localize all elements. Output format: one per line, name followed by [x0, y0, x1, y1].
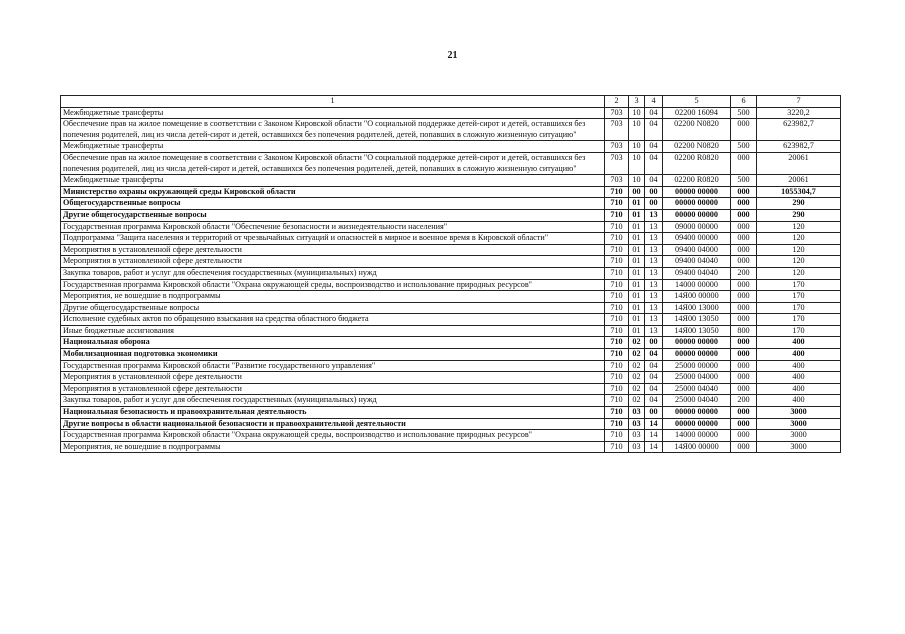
row-name-cell: Государственная программа Кировской области "Развитие государственного управления" — [61, 360, 605, 372]
row-section-cell: 01 — [629, 291, 645, 303]
table-row — [61, 119, 841, 141]
row-target-article-cell: 00000 00000 — [663, 198, 731, 210]
row-expense-type-cell: 000 — [731, 337, 757, 349]
row-amount-cell: 400 — [757, 383, 841, 395]
row-expense-type-cell: 000 — [731, 349, 757, 361]
row-subsection-cell: 04 — [645, 372, 663, 384]
row-name-cell: Мероприятия в установленной сфере деятельности — [61, 244, 605, 256]
row-grbs-cell: 710 — [605, 186, 629, 198]
row-amount-cell: 623982,7 — [757, 141, 841, 153]
row-amount-cell: 290 — [757, 209, 841, 221]
row-name-cell: Обеспечение прав на жилое помещение в соответствии с Законом Кировской области "О социальной поддержке детей-сирот и детей, оставшихся без попечения родителей, лиц из числа детей-сирот и детей, оставшихся без попечения родителей, детей, попавших в сложную жизненную ситуацию" — [61, 152, 605, 174]
header-col-6: 6 — [731, 96, 757, 108]
row-subsection-cell: 00 — [645, 198, 663, 210]
row-expense-type-cell: 200 — [731, 395, 757, 407]
row-grbs-cell: 710 — [605, 349, 629, 361]
row-section-cell: 01 — [629, 302, 645, 314]
row-subsection-cell: 04 — [645, 175, 663, 187]
row-subsection-cell: 13 — [645, 267, 663, 279]
row-grbs-cell: 710 — [605, 221, 629, 233]
row-amount-cell: 120 — [757, 233, 841, 245]
row-grbs-cell: 710 — [605, 302, 629, 314]
row-grbs-cell: 710 — [605, 407, 629, 419]
table-row — [61, 175, 841, 187]
row-subsection-cell: 04 — [645, 349, 663, 361]
table-row — [61, 372, 841, 384]
row-subsection-cell: 04 — [645, 107, 663, 119]
table-row — [61, 349, 841, 361]
row-amount-cell: 290 — [757, 198, 841, 210]
row-section-cell: 03 — [629, 430, 645, 442]
row-grbs-cell: 710 — [605, 256, 629, 268]
row-subsection-cell: 04 — [645, 141, 663, 153]
row-name-cell: Другие общегосударственные вопросы — [61, 209, 605, 221]
row-name-cell: Закупка товаров, работ и услуг для обеспечения государственных (муниципальных) нужд — [61, 395, 605, 407]
row-expense-type-cell: 000 — [731, 407, 757, 419]
row-expense-type-cell: 000 — [731, 209, 757, 221]
row-section-cell: 01 — [629, 244, 645, 256]
row-expense-type-cell: 500 — [731, 141, 757, 153]
table-row — [61, 141, 841, 153]
row-name-cell: Межбюджетные трансферты — [61, 141, 605, 153]
table-row — [61, 233, 841, 245]
header-col-4: 4 — [645, 96, 663, 108]
row-subsection-cell: 13 — [645, 244, 663, 256]
row-target-article-cell: 00000 00000 — [663, 186, 731, 198]
table-row — [61, 152, 841, 174]
row-name-cell: Обеспечение прав на жилое помещение в соответствии с Законом Кировской области "О социальной поддержке детей-сирот и детей, оставшихся без попечения родителей, лиц из числа детей-сирот и детей, оставшихся без попечения родителей, детей, попавших в сложную жизненную ситуацию" — [61, 119, 605, 141]
row-subsection-cell: 13 — [645, 233, 663, 245]
row-name-cell: Мероприятия в установленной сфере деятельности — [61, 372, 605, 384]
row-target-article-cell: 14000 00000 — [663, 430, 731, 442]
row-target-article-cell: 14Я00 13000 — [663, 302, 731, 314]
row-expense-type-cell: 000 — [731, 314, 757, 326]
row-subsection-cell: 13 — [645, 209, 663, 221]
row-section-cell: 01 — [629, 198, 645, 210]
row-section-cell: 02 — [629, 395, 645, 407]
table-row — [61, 302, 841, 314]
row-amount-cell: 170 — [757, 302, 841, 314]
row-amount-cell: 120 — [757, 244, 841, 256]
row-expense-type-cell: 000 — [731, 152, 757, 174]
row-subsection-cell: 00 — [645, 186, 663, 198]
row-expense-type-cell: 000 — [731, 244, 757, 256]
row-grbs-cell: 710 — [605, 325, 629, 337]
row-grbs-cell: 710 — [605, 418, 629, 430]
row-expense-type-cell: 000 — [731, 221, 757, 233]
row-name-cell: Мероприятия в установленной сфере деятельности — [61, 383, 605, 395]
row-amount-cell: 120 — [757, 221, 841, 233]
row-target-article-cell: 02200 N0820 — [663, 141, 731, 153]
row-name-cell: Мероприятия, не вошедшие в подпрограммы — [61, 441, 605, 453]
table-row — [61, 314, 841, 326]
row-subsection-cell: 00 — [645, 337, 663, 349]
row-subsection-cell: 04 — [645, 383, 663, 395]
row-expense-type-cell: 500 — [731, 107, 757, 119]
row-amount-cell: 120 — [757, 267, 841, 279]
row-target-article-cell: 14Я00 00000 — [663, 441, 731, 453]
row-grbs-cell: 710 — [605, 430, 629, 442]
row-amount-cell: 3000 — [757, 407, 841, 419]
row-expense-type-cell: 000 — [731, 233, 757, 245]
row-section-cell: 01 — [629, 267, 645, 279]
row-subsection-cell: 14 — [645, 418, 663, 430]
row-grbs-cell: 710 — [605, 198, 629, 210]
row-target-article-cell: 00000 00000 — [663, 418, 731, 430]
row-grbs-cell: 710 — [605, 233, 629, 245]
row-target-article-cell: 02200 R0820 — [663, 175, 731, 187]
row-section-cell: 02 — [629, 383, 645, 395]
row-expense-type-cell: 000 — [731, 119, 757, 141]
row-grbs-cell: 710 — [605, 209, 629, 221]
row-section-cell: 01 — [629, 314, 645, 326]
row-expense-type-cell: 200 — [731, 267, 757, 279]
row-name-cell: Другие вопросы в области национальной безопасности и правоохранительной деятельности — [61, 418, 605, 430]
row-subsection-cell: 13 — [645, 256, 663, 268]
row-subsection-cell: 13 — [645, 325, 663, 337]
row-target-article-cell: 09400 04000 — [663, 244, 731, 256]
row-name-cell: Общегосударственные вопросы — [61, 198, 605, 210]
row-section-cell: 02 — [629, 337, 645, 349]
row-target-article-cell: 25000 00000 — [663, 360, 731, 372]
row-expense-type-cell: 000 — [731, 418, 757, 430]
header-col-2: 2 — [605, 96, 629, 108]
row-expense-type-cell: 000 — [731, 186, 757, 198]
row-amount-cell: 170 — [757, 314, 841, 326]
row-amount-cell: 400 — [757, 372, 841, 384]
table-row — [61, 407, 841, 419]
row-target-article-cell: 02200 R0820 — [663, 152, 731, 174]
row-name-cell: Мероприятия, не вошедшие в подпрограммы — [61, 291, 605, 303]
row-grbs-cell: 710 — [605, 337, 629, 349]
row-section-cell: 02 — [629, 372, 645, 384]
row-subsection-cell: 14 — [645, 441, 663, 453]
row-expense-type-cell: 000 — [731, 430, 757, 442]
row-amount-cell: 623982,7 — [757, 119, 841, 141]
row-name-cell: Межбюджетные трансферты — [61, 175, 605, 187]
row-expense-type-cell: 800 — [731, 325, 757, 337]
row-grbs-cell: 710 — [605, 291, 629, 303]
row-amount-cell: 20061 — [757, 152, 841, 174]
row-subsection-cell: 04 — [645, 119, 663, 141]
row-grbs-cell: 710 — [605, 360, 629, 372]
row-target-article-cell: 02200 16094 — [663, 107, 731, 119]
row-grbs-cell: 703 — [605, 175, 629, 187]
row-expense-type-cell: 000 — [731, 256, 757, 268]
row-section-cell: 01 — [629, 279, 645, 291]
row-amount-cell: 20061 — [757, 175, 841, 187]
row-subsection-cell: 13 — [645, 291, 663, 303]
table-row — [61, 337, 841, 349]
row-name-cell: Государственная программа Кировской области "Охрана окружающей среды, воспроизводство и использование природных ресурсов" — [61, 279, 605, 291]
budget-table — [60, 95, 841, 453]
row-target-article-cell: 00000 00000 — [663, 349, 731, 361]
table-row — [61, 291, 841, 303]
row-name-cell: Мобилизационная подготовка экономики — [61, 349, 605, 361]
page-number: 21 — [447, 50, 458, 61]
row-subsection-cell: 04 — [645, 152, 663, 174]
table-row — [61, 360, 841, 372]
table-row — [61, 221, 841, 233]
row-section-cell: 01 — [629, 233, 645, 245]
row-section-cell: 10 — [629, 119, 645, 141]
row-target-article-cell: 09400 04040 — [663, 267, 731, 279]
row-target-article-cell: 14000 00000 — [663, 279, 731, 291]
row-expense-type-cell: 000 — [731, 291, 757, 303]
table-body — [61, 107, 841, 453]
row-subsection-cell: 14 — [645, 430, 663, 442]
row-section-cell: 03 — [629, 407, 645, 419]
row-name-cell: Подпрограмма "Защита населения и территорий от чрезвычайных ситуаций и опасностей в мирное и военное время в Кировской области" — [61, 233, 605, 245]
row-target-article-cell: 09000 00000 — [663, 221, 731, 233]
row-expense-type-cell: 000 — [731, 383, 757, 395]
row-amount-cell: 1055304,7 — [757, 186, 841, 198]
row-section-cell: 10 — [629, 141, 645, 153]
row-name-cell: Иные бюджетные ассигнования — [61, 325, 605, 337]
row-expense-type-cell: 500 — [731, 175, 757, 187]
row-subsection-cell: 13 — [645, 221, 663, 233]
row-amount-cell: 3000 — [757, 441, 841, 453]
header-col-5: 5 — [663, 96, 731, 108]
row-target-article-cell: 09400 04040 — [663, 256, 731, 268]
row-target-article-cell: 00000 00000 — [663, 209, 731, 221]
row-expense-type-cell: 000 — [731, 302, 757, 314]
row-name-cell: Межбюджетные трансферты — [61, 107, 605, 119]
row-name-cell: Национальная оборона — [61, 337, 605, 349]
table-row — [61, 256, 841, 268]
row-target-article-cell: 25000 04000 — [663, 372, 731, 384]
row-section-cell: 10 — [629, 175, 645, 187]
row-grbs-cell: 710 — [605, 314, 629, 326]
row-amount-cell: 400 — [757, 360, 841, 372]
row-subsection-cell: 04 — [645, 395, 663, 407]
row-amount-cell: 400 — [757, 395, 841, 407]
table-row — [61, 107, 841, 119]
row-target-article-cell: 14Я00 13050 — [663, 325, 731, 337]
table-row — [61, 244, 841, 256]
table-row — [61, 430, 841, 442]
row-name-cell: Национальная безопасность и правоохранительная деятельность — [61, 407, 605, 419]
row-target-article-cell: 14Я00 13050 — [663, 314, 731, 326]
row-section-cell: 10 — [629, 152, 645, 174]
table-row — [61, 186, 841, 198]
row-amount-cell: 170 — [757, 291, 841, 303]
row-target-article-cell: 14Я00 00000 — [663, 291, 731, 303]
header-col-3: 3 — [629, 96, 645, 108]
row-target-article-cell: 00000 00000 — [663, 407, 731, 419]
table-row — [61, 395, 841, 407]
table-row — [61, 279, 841, 291]
row-name-cell: Другие общегосударственные вопросы — [61, 302, 605, 314]
row-expense-type-cell: 000 — [731, 279, 757, 291]
row-grbs-cell: 710 — [605, 383, 629, 395]
row-section-cell: 10 — [629, 107, 645, 119]
row-amount-cell: 400 — [757, 349, 841, 361]
row-target-article-cell: 02200 N0820 — [663, 119, 731, 141]
row-name-cell: Государственная программа Кировской области "Обеспечение безопасности и жизнедеятельности населения" — [61, 221, 605, 233]
row-subsection-cell: 04 — [645, 360, 663, 372]
row-grbs-cell: 703 — [605, 119, 629, 141]
row-section-cell: 01 — [629, 221, 645, 233]
row-target-article-cell: 09400 00000 — [663, 233, 731, 245]
table-header-row — [61, 96, 841, 108]
row-expense-type-cell: 000 — [731, 198, 757, 210]
row-grbs-cell: 703 — [605, 141, 629, 153]
table-row — [61, 325, 841, 337]
row-grbs-cell: 703 — [605, 107, 629, 119]
table-row — [61, 418, 841, 430]
row-grbs-cell: 710 — [605, 267, 629, 279]
table-row — [61, 441, 841, 453]
row-target-article-cell: 00000 00000 — [663, 337, 731, 349]
row-amount-cell: 170 — [757, 279, 841, 291]
row-target-article-cell: 25000 04040 — [663, 395, 731, 407]
row-name-cell: Исполнение судебных актов по обращению взыскания на средства областного бюджета — [61, 314, 605, 326]
row-expense-type-cell: 000 — [731, 372, 757, 384]
row-grbs-cell: 710 — [605, 395, 629, 407]
row-expense-type-cell: 000 — [731, 441, 757, 453]
row-name-cell: Государственная программа Кировской области "Охрана окружающей среды, воспроизводство и использование природных ресурсов" — [61, 430, 605, 442]
row-grbs-cell: 710 — [605, 441, 629, 453]
row-name-cell: Министерство охраны окружающей среды Кировской области — [61, 186, 605, 198]
row-target-article-cell: 25000 04040 — [663, 383, 731, 395]
row-grbs-cell: 710 — [605, 244, 629, 256]
row-name-cell: Закупка товаров, работ и услуг для обеспечения государственных (муниципальных) нужд — [61, 267, 605, 279]
header-col-7: 7 — [757, 96, 841, 108]
row-grbs-cell: 710 — [605, 279, 629, 291]
table-row — [61, 198, 841, 210]
row-expense-type-cell: 000 — [731, 360, 757, 372]
header-col-1: 1 — [61, 96, 605, 108]
row-subsection-cell: 13 — [645, 302, 663, 314]
row-section-cell: 01 — [629, 209, 645, 221]
row-subsection-cell: 13 — [645, 279, 663, 291]
row-amount-cell: 3000 — [757, 418, 841, 430]
row-subsection-cell: 00 — [645, 407, 663, 419]
row-section-cell: 03 — [629, 441, 645, 453]
row-amount-cell: 120 — [757, 256, 841, 268]
table-row — [61, 267, 841, 279]
row-grbs-cell: 703 — [605, 152, 629, 174]
row-section-cell: 02 — [629, 349, 645, 361]
row-section-cell: 02 — [629, 360, 645, 372]
row-amount-cell: 170 — [757, 325, 841, 337]
row-section-cell: 01 — [629, 325, 645, 337]
row-amount-cell: 400 — [757, 337, 841, 349]
table-row — [61, 383, 841, 395]
row-section-cell: 00 — [629, 186, 645, 198]
row-subsection-cell: 13 — [645, 314, 663, 326]
row-grbs-cell: 710 — [605, 372, 629, 384]
row-section-cell: 03 — [629, 418, 645, 430]
table-row — [61, 209, 841, 221]
row-amount-cell: 3000 — [757, 430, 841, 442]
row-name-cell: Мероприятия в установленной сфере деятельности — [61, 256, 605, 268]
row-section-cell: 01 — [629, 256, 645, 268]
row-amount-cell: 3220,2 — [757, 107, 841, 119]
